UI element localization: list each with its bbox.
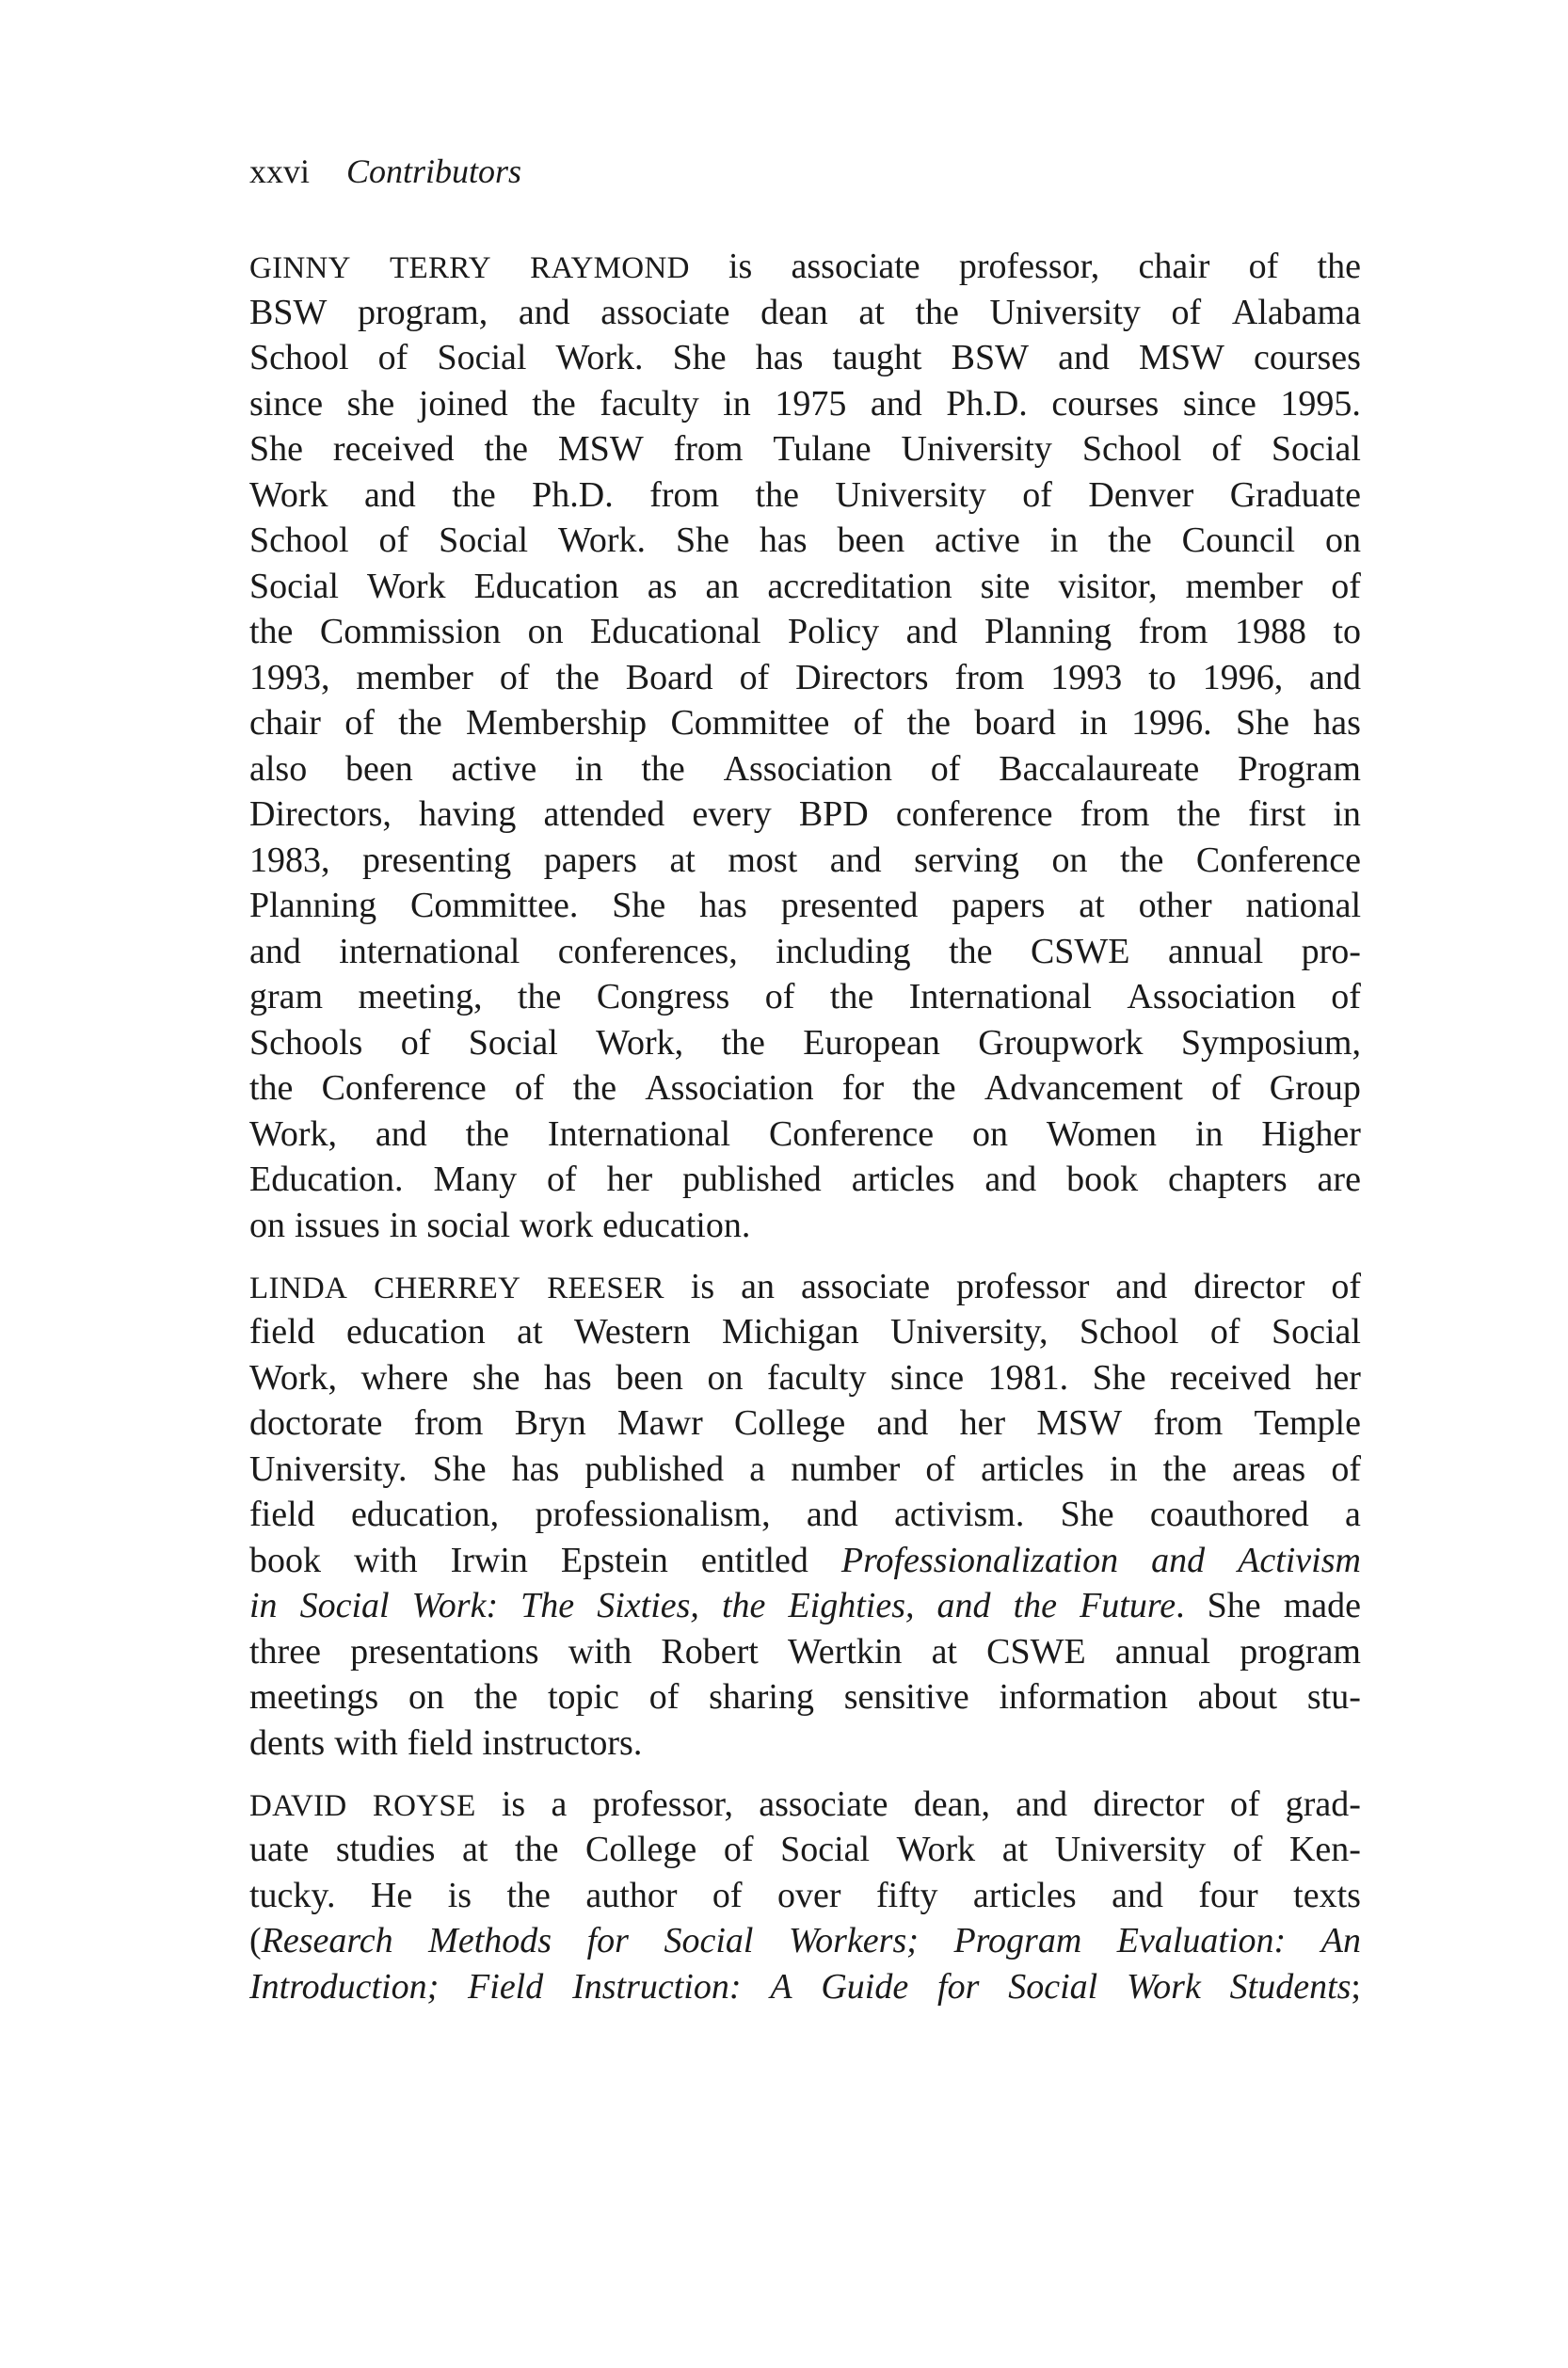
text-line: School of Social Work. She has taught BSW and MSW courses — [249, 338, 1361, 377]
text-line: dents with field instructors. — [249, 1722, 643, 1763]
text-line: and international conferences, including the CSWE annual pro- — [249, 931, 1361, 971]
text-line: the Commission on Educational Policy and Planning from 1988 to — [249, 612, 1361, 651]
text-line: University. She has published a number of articles in the areas of — [249, 1448, 1361, 1489]
contributors-body — [249, 244, 1361, 2025]
text-line: GINNY TERRY RAYMOND is associate professor, chair of the — [249, 247, 1361, 286]
text-line: book with Irwin Epstein entitled Professionalization and Activism — [249, 1540, 1361, 1580]
section-title: Contributors — [346, 152, 522, 190]
text-line: meetings on the topic of sharing sensitive information about stu- — [249, 1677, 1361, 1717]
text-line: in Social Work: The Sixties, the Eighties, and the Future. She made — [249, 1586, 1361, 1625]
text-line: uate studies at the College of Social Work at University of Ken- — [249, 1830, 1361, 1869]
text-line: since she joined the faculty in 1975 and Ph.D. courses since 1995. — [249, 383, 1361, 424]
text-line: 1993, member of the Board of Directors from 1993 to 1996, and — [249, 657, 1361, 697]
text-line: (Research Methods for Social Workers; Program Evaluation: An — [249, 1921, 1361, 1960]
text-line: BSW program, and associate dean at the University of Alabama — [249, 292, 1361, 332]
contributor-entry-reeser — [249, 1264, 1361, 1767]
text-line: field education, professionalism, and activism. She coauthored a — [249, 1495, 1361, 1534]
text-line: Directors, having attended every BPD conference from the first in — [249, 794, 1361, 834]
text-line: LINDA CHERREY REESER is an associate professor and director of — [249, 1266, 1361, 1306]
text-line: Planning Committee. She has presented papers at other national — [249, 886, 1361, 925]
contributor-entry-royse — [249, 1782, 1361, 2010]
text-line: School of Social Work. She has been active in the Council on — [249, 520, 1361, 560]
text-line: tucky. He is the author of over fifty articles and four texts — [249, 1875, 1361, 1915]
contributor-entry-raymond — [249, 244, 1361, 1248]
text-line: Work, and the International Conference on Women in Higher — [249, 1113, 1361, 1154]
text-line: Work and the Ph.D. from the University of Denver Graduate — [249, 474, 1361, 515]
text-line: the Conference of the Association for the Advancement of Group — [249, 1068, 1361, 1108]
text-line: Work, where she has been on faculty since 1981. She received her — [249, 1357, 1361, 1398]
text-line: Social Work Education as an accreditation site visitor, member of — [249, 566, 1361, 606]
text-line: on issues in social work education. — [249, 1205, 751, 1245]
text-line: three presentations with Robert Wertkin at CSWE annual program — [249, 1631, 1361, 1672]
text-line: doctorate from Bryn Mawr College and her MSW from Temple — [249, 1403, 1361, 1443]
text-line: Education. Many of her published articles and book chapters are — [249, 1160, 1361, 1199]
text-line: Schools of Social Work, the European Groupwork Symposium, — [249, 1022, 1361, 1063]
text-line: DAVID ROYSE is a professor, associate dean, and director of grad- — [249, 1784, 1361, 1824]
text-line: chair of the Membership Committee of the board in 1996. She has — [249, 703, 1361, 743]
text-line: She received the MSW from Tulane University School of Social — [249, 429, 1361, 469]
running-head — [249, 151, 521, 192]
text-line: also been active in the Association of Baccalaureate Program — [249, 748, 1361, 789]
page-number: xxvi — [249, 152, 311, 190]
text-line: Introduction; Field Instruction: A Guide for Social Work Students; — [249, 1966, 1361, 2007]
text-line: field education at Western Michigan University, School of Social — [249, 1312, 1361, 1352]
text-line: gram meeting, the Congress of the International Association of — [249, 977, 1361, 1016]
text-line: 1983, presenting papers at most and serving on the Conference — [249, 840, 1361, 880]
